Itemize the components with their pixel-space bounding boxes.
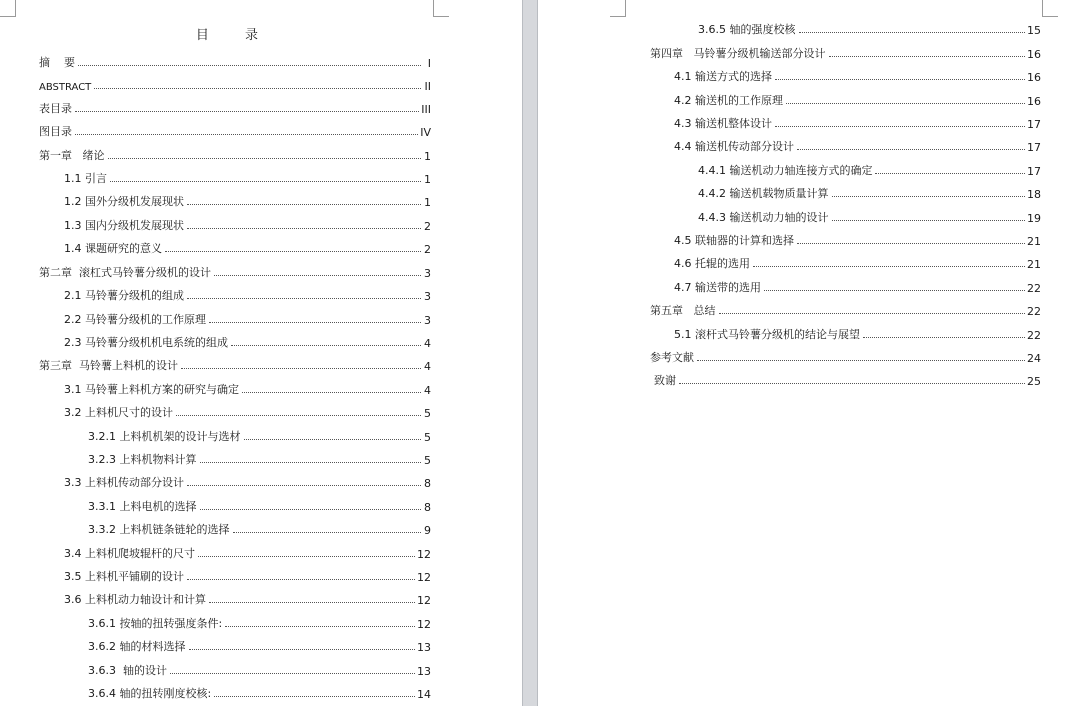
toc-entry[interactable]: [39, 98, 431, 116]
toc-entry-page: 3: [424, 267, 431, 280]
toc-entry-label: 3.2 上料机尺寸的设计: [64, 406, 173, 419]
toc-entry-label: 2.2 马铃薯分级机的工作原理: [64, 313, 206, 326]
toc-entry[interactable]: [650, 43, 1041, 61]
toc-entry-page: 5: [424, 454, 431, 467]
toc-entry-page: 22: [1027, 305, 1041, 318]
toc-entry[interactable]: [698, 183, 1041, 201]
toc-entry-label: 3.5 上料机平铺刷的设计: [64, 570, 184, 583]
toc-entry[interactable]: [64, 589, 431, 607]
toc-entry-page: 19: [1027, 212, 1041, 225]
toc-leader-dots: [200, 461, 422, 463]
toc-entry-page: IV: [420, 126, 431, 139]
toc-entry-label: 1.3 国内分级机发展现状: [64, 219, 184, 232]
toc-leader-dots: [797, 148, 1025, 150]
toc-leader-dots: [231, 344, 421, 346]
toc-entry-label: 4.7 输送带的选用: [674, 281, 761, 294]
toc-entry[interactable]: [674, 113, 1041, 131]
toc-entry-page: 17: [1027, 141, 1041, 154]
toc-entry-label: 3.2.3 上料机物料计算: [88, 453, 197, 466]
toc-entry-page: 22: [1027, 329, 1041, 342]
toc-entry[interactable]: [674, 90, 1041, 108]
toc-entry[interactable]: [674, 277, 1041, 295]
toc-leader-dots: [753, 265, 1025, 267]
toc-entry-label: 3.4 上料机爬坡辊杆的尺寸: [64, 547, 195, 560]
toc-entry[interactable]: [88, 519, 431, 537]
toc-entry-label: 4.5 联轴器的计算和选择: [674, 234, 794, 247]
toc-leader-dots: [209, 601, 415, 603]
toc-entry-page: 4: [424, 360, 431, 373]
toc-entry-page: II: [424, 80, 431, 93]
toc-leader-dots: [225, 625, 415, 627]
toc-entry-label: 3.6.1 按轴的扭转强度条件:: [88, 617, 223, 630]
toc-entry-page: 13: [417, 665, 431, 678]
toc-leader-dots: [94, 87, 421, 89]
toc-leader-dots: [181, 367, 421, 369]
toc-entry-page: 1: [424, 173, 431, 186]
toc-entry-page: 4: [424, 384, 431, 397]
toc-entry-page: 22: [1027, 282, 1041, 295]
toc-entry-label: 摘 要: [39, 56, 75, 69]
toc-entry-page: 2: [424, 220, 431, 233]
toc-entry[interactable]: [64, 332, 431, 350]
toc-entry-label: 第三章 马铃薯上料机的设计: [39, 359, 178, 372]
toc-leader-dots: [863, 336, 1025, 338]
toc-entry-page: 2: [424, 243, 431, 256]
toc-leader-dots: [786, 102, 1025, 104]
toc-entry[interactable]: [39, 262, 431, 280]
toc-entry-page: 3: [424, 314, 431, 327]
toc-leader-dots: [209, 321, 421, 323]
toc-entry-label: 1.2 国外分级机发展现状: [64, 195, 184, 208]
toc-leader-dots: [797, 242, 1025, 244]
toc-entry-label: 5.1 滚杆式马铃薯分级机的结论与展望: [674, 328, 860, 341]
toc-entry-label: 致谢: [654, 374, 676, 387]
toc-leader-dots: [165, 250, 421, 252]
toc-leader-dots: [187, 484, 421, 486]
toc-entry-page: I: [427, 57, 431, 70]
toc-entry-page: 3: [424, 290, 431, 303]
toc-entry[interactable]: [650, 300, 1041, 318]
toc-entry-page: 24: [1027, 352, 1041, 365]
toc-entry[interactable]: [88, 449, 431, 467]
toc-entry-label: 4.4.1 输送机动力轴连接方式的确定: [698, 164, 873, 177]
toc-entry-page: 12: [417, 571, 431, 584]
toc-entry[interactable]: [88, 613, 431, 631]
toc-entry[interactable]: [674, 253, 1041, 271]
toc-entry-page: 15: [1027, 24, 1041, 37]
toc-entry[interactable]: [88, 636, 431, 654]
toc-entry-label: 第五章 总结: [650, 304, 716, 317]
toc-entry[interactable]: [674, 230, 1041, 248]
toc-entry-label: 3.3.1 上料电机的选择: [88, 500, 197, 513]
toc-entry-page: 17: [1027, 165, 1041, 178]
toc-entry[interactable]: [698, 207, 1041, 225]
toc-leader-dots: [244, 438, 422, 440]
toc-entry-page: 12: [417, 618, 431, 631]
toc-entry-label: ABSTRACT: [39, 82, 92, 93]
toc-entry-label: 2.3 马铃薯分级机机电系统的组成: [64, 336, 228, 349]
toc-leader-dots: [242, 391, 421, 393]
toc-entry[interactable]: [674, 66, 1041, 84]
toc-leader-dots: [187, 227, 421, 229]
toc-entry-label: 1.4 课题研究的意义: [64, 242, 162, 255]
toc-leader-dots: [214, 274, 421, 276]
toc-entry[interactable]: [39, 145, 431, 163]
toc-leader-dots: [719, 312, 1026, 314]
toc-entry-label: 3.2.1 上料机机架的设计与选材: [88, 430, 241, 443]
toc-leader-dots: [832, 219, 1026, 221]
toc-leader-dots: [775, 78, 1025, 80]
toc-entry-label: 图目录: [39, 125, 72, 138]
toc-entry-label: 4.1 输送方式的选择: [674, 70, 772, 83]
toc-leader-dots: [764, 289, 1025, 291]
toc-leader-dots: [75, 110, 419, 112]
toc-leader-dots: [187, 578, 415, 580]
toc-entry[interactable]: [650, 347, 1041, 365]
toc-entry[interactable]: [64, 379, 431, 397]
toc-entry[interactable]: [698, 19, 1041, 37]
toc-leader-dots: [189, 648, 416, 650]
toc-entry[interactable]: [698, 160, 1041, 178]
toc-leader-dots: [108, 157, 422, 159]
toc-entry-page: III: [421, 103, 431, 116]
toc-entry[interactable]: [39, 355, 431, 373]
toc-entry-label: 1.1 引言: [64, 172, 107, 185]
toc-entry-page: 4: [424, 337, 431, 350]
toc-entry[interactable]: [88, 496, 431, 514]
toc-leader-dots: [214, 695, 415, 697]
page-corner-marker: [0, 0, 16, 17]
toc-entry-page: 9: [424, 524, 431, 537]
toc-entry-page: 16: [1027, 95, 1041, 108]
toc-entry-page: 14: [417, 688, 431, 701]
toc-entry-label: 4.4.3 输送机动力轴的设计: [698, 211, 829, 224]
toc-entry-label: 3.6.2 轴的材料选择: [88, 640, 186, 653]
toc-entry[interactable]: [88, 683, 431, 701]
toc-leader-dots: [187, 203, 421, 205]
toc-entry[interactable]: [64, 285, 431, 303]
toc-entry-label: 4.4.2 输送机载物质量计算: [698, 187, 829, 200]
page-corner-marker: [1042, 0, 1058, 17]
toc-leader-dots: [799, 31, 1026, 33]
toc-entry-label: 3.6.4 轴的扭转刚度校核:: [88, 687, 212, 700]
toc-entry[interactable]: [39, 52, 431, 70]
toc-entry-label: 4.2 输送机的工作原理: [674, 94, 783, 107]
toc-entry-label: 第一章 绪论: [39, 149, 105, 162]
toc-entry[interactable]: [88, 426, 431, 444]
toc-entry-page: 5: [424, 407, 431, 420]
page-corner-marker: [610, 0, 626, 17]
toc-entry-label: 2.1 马铃薯分级机的组成: [64, 289, 184, 302]
toc-entry[interactable]: [64, 402, 431, 420]
toc-entry-page: 25: [1027, 375, 1041, 388]
toc-entry-label: 表目录: [39, 102, 72, 115]
toc-entry-page: 5: [424, 431, 431, 444]
toc-entry-page: 1: [424, 150, 431, 163]
toc-entry[interactable]: [39, 75, 431, 93]
toc-entry-label: 3.6.5 轴的强度校核: [698, 23, 796, 36]
toc-entry-label: 3.6.3 轴的设计: [88, 664, 167, 677]
toc-entry-page: 12: [417, 548, 431, 561]
toc-entry[interactable]: [64, 543, 431, 561]
toc-entry[interactable]: [64, 215, 431, 233]
page-gutter: [522, 0, 538, 706]
toc-leader-dots: [75, 133, 418, 135]
toc-entry-page: 21: [1027, 258, 1041, 271]
toc-leader-dots: [829, 55, 1026, 57]
toc-entry-label: 3.6 上料机动力轴设计和计算: [64, 593, 206, 606]
toc-leader-dots: [176, 414, 421, 416]
toc-leader-dots: [697, 359, 1025, 361]
toc-leader-dots: [233, 531, 422, 533]
toc-entry[interactable]: [674, 136, 1041, 154]
toc-entry[interactable]: [64, 238, 431, 256]
toc-entry-label: 4.4 输送机传动部分设计: [674, 140, 794, 153]
toc-leader-dots: [875, 172, 1025, 174]
toc-leader-dots: [200, 508, 422, 510]
toc-leader-dots: [775, 125, 1025, 127]
toc-entry[interactable]: [64, 472, 431, 490]
toc-entry-label: 4.3 输送机整体设计: [674, 117, 772, 130]
toc-entry-label: 参考文献: [650, 351, 694, 364]
toc-leader-dots: [198, 555, 415, 557]
toc-entry-page: 18: [1027, 188, 1041, 201]
toc-leader-dots: [832, 195, 1026, 197]
toc-leader-dots: [78, 64, 421, 66]
toc-entry-page: 1: [424, 196, 431, 209]
toc-entry[interactable]: [64, 168, 431, 186]
toc-entry-page: 21: [1027, 235, 1041, 248]
toc-entry-label: 第二章 滚杠式马铃薯分级机的设计: [39, 266, 211, 279]
toc-entry-page: 12: [417, 594, 431, 607]
toc-entry-label: 第四章 马铃薯分级机输送部分设计: [650, 47, 826, 60]
toc-entry-label: 3.3 上料机传动部分设计: [64, 476, 184, 489]
toc-entry-page: 8: [424, 477, 431, 490]
toc-entry[interactable]: [88, 660, 431, 678]
toc-page-left: [0, 0, 522, 706]
toc-entry-label: 4.6 托辊的选用: [674, 257, 750, 270]
toc-entry[interactable]: [64, 309, 431, 327]
toc-entry-label: 3.1 马铃薯上料机方案的研究与确定: [64, 383, 239, 396]
toc-title: 目 录: [195, 28, 275, 43]
toc-leader-dots: [110, 180, 421, 182]
toc-entry-page: 16: [1027, 48, 1041, 61]
toc-leader-dots: [679, 382, 1025, 384]
toc-entry-page: 13: [417, 641, 431, 654]
toc-entry-page: 16: [1027, 71, 1041, 84]
toc-entry[interactable]: [64, 191, 431, 209]
toc-entry[interactable]: [654, 370, 1041, 388]
toc-page-right: [538, 0, 1080, 706]
toc-entry-page: 17: [1027, 118, 1041, 131]
toc-entry-label: 3.3.2 上料机链条链轮的选择: [88, 523, 230, 536]
toc-entry[interactable]: [39, 121, 431, 139]
toc-entry[interactable]: [674, 324, 1041, 342]
toc-entry[interactable]: [64, 566, 431, 584]
toc-entry-page: 8: [424, 501, 431, 514]
toc-leader-dots: [170, 672, 415, 674]
page-corner-marker: [433, 0, 449, 17]
toc-leader-dots: [187, 297, 421, 299]
